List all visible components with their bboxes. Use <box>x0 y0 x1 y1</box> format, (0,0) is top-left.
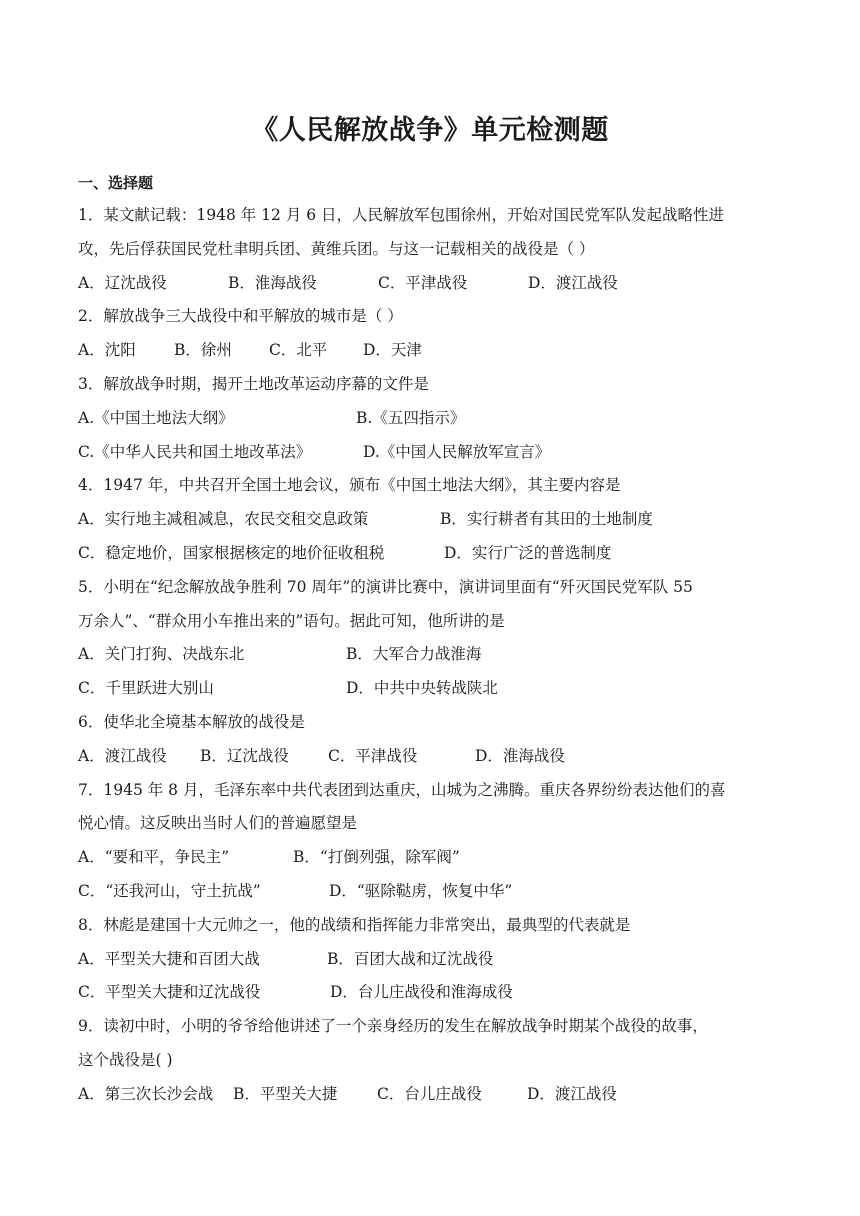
question-stem: 1．某文献记载：1948 年 12 月 6 日，人民解放军包围徐州，开始对国民党军队发起战略性进 <box>78 206 725 224</box>
question-stem: 7．1945 年 8 月，毛泽东率中共代表团到达重庆，山城为之沸腾。重庆各界纷纷表达他们的喜 <box>78 780 726 799</box>
option-row <box>78 740 790 774</box>
answer-option[interactable]: B．“打倒列强，除军阀” <box>293 848 460 867</box>
option-row <box>78 841 790 875</box>
answer-option[interactable]: C．平津战役 <box>378 273 468 292</box>
answer-option[interactable]: C．平型关大捷和辽沈战役 <box>78 983 261 1002</box>
answer-option[interactable]: C.《中华人民共和国土地改革法》 <box>78 442 312 461</box>
answer-option[interactable]: A．渡江战役 <box>78 746 167 765</box>
question-stem: 6．使华北全境基本解放的战役是 <box>78 712 305 731</box>
answer-option[interactable]: A．平型关大捷和百团大战 <box>78 949 260 968</box>
option-row <box>78 436 790 470</box>
answer-option[interactable]: C．平津战役 <box>328 746 418 765</box>
question-stem: 3．解放战争时期，揭开土地改革运动序幕的文件是 <box>78 374 429 393</box>
answer-option[interactable]: B．百团大战和辽沈战役 <box>327 949 494 968</box>
answer-option[interactable]: B．淮海战役 <box>228 273 317 292</box>
question-stem: 2．解放战争三大战役中和平解放的城市是（ ） <box>78 307 403 326</box>
option-row <box>78 334 790 368</box>
question-stem-continued: 这个战役是( ) <box>78 1050 173 1069</box>
document-title: 《人民解放战争》单元检测题 <box>251 115 609 146</box>
answer-option[interactable]: A．关门打狗、决战东北 <box>78 645 245 664</box>
option-row <box>78 672 790 706</box>
answer-option[interactable]: B.《五四指示》 <box>356 408 466 427</box>
answer-option[interactable]: B．辽沈战役 <box>200 746 289 765</box>
answer-option[interactable]: B．徐州 <box>174 341 232 360</box>
answer-option[interactable]: B．实行耕者有其田的土地制度 <box>440 510 653 529</box>
question-stem-continued: 攻，先后俘获国民党杜聿明兵团、黄维兵团。与这一记载相关的战役是（ ） <box>78 239 595 258</box>
question-list <box>78 199 790 1112</box>
question-stem-continued: 万余人”、“群众用小车推出来的”语句。据此可知，他所讲的是 <box>78 611 505 630</box>
answer-option[interactable]: B．平型关大捷 <box>233 1084 338 1103</box>
answer-option[interactable]: D．中共中央转战陕北 <box>346 679 498 698</box>
option-row <box>78 537 790 571</box>
answer-option[interactable]: D．天津 <box>363 341 422 360</box>
answer-option[interactable]: C．稳定地价，国家根据核定的地价征收租税 <box>78 543 385 562</box>
answer-option[interactable]: D．淮海战役 <box>475 746 565 765</box>
answer-option[interactable]: D．台儿庄战役和淮海成役 <box>330 983 513 1002</box>
option-row <box>78 402 790 436</box>
answer-option[interactable]: A．实行地主减租减息，农民交租交息政策 <box>78 510 369 529</box>
question-stem: 4．1947 年，中共召开全国土地会议，颁布《中国土地法大纲》，其主要内容是 <box>78 476 621 495</box>
answer-option[interactable]: A．第三次长沙会战 <box>78 1084 214 1103</box>
question-stem: 8．林彪是建国十大元帅之一，他的战绩和指挥能力非常突出，最典型的代表就是 <box>78 915 631 934</box>
answer-option[interactable]: D．渡江战役 <box>527 1084 617 1103</box>
option-row <box>78 503 790 537</box>
answer-option[interactable]: A.《中国土地法大纲》 <box>78 408 234 427</box>
question-stem: 5．小明在“纪念解放战争胜利 70 周年”的演讲比赛中，演讲词里面有“歼灭国民党军队 55 <box>78 577 693 596</box>
answer-option[interactable]: A．沈阳 <box>78 341 136 360</box>
answer-option[interactable]: D．实行广泛的普选制度 <box>444 543 612 562</box>
answer-option[interactable]: D．“驱除鞑虏，恢复中华” <box>329 881 513 900</box>
answer-option[interactable]: A．“要和平，争民主” <box>78 848 230 867</box>
answer-option[interactable]: A．辽沈战役 <box>78 273 167 292</box>
option-row <box>78 1078 790 1112</box>
question-stem: 9．读初中时，小明的爷爷给他讲述了一个亲身经历的发生在解放战争时期某个战役的故事， <box>78 1017 708 1036</box>
answer-option[interactable]: D.《中国人民解放军宣言》 <box>363 442 551 461</box>
answer-option[interactable]: C．“还我河山，守土抗战” <box>78 881 261 900</box>
question-stem-continued: 悦心情。这反映出当时人们的普遍愿望是 <box>78 814 358 833</box>
option-row <box>78 638 790 672</box>
section-heading: 一、选择题 <box>78 174 154 192</box>
answer-option[interactable]: B．大军合力战淮海 <box>346 645 482 664</box>
answer-option[interactable]: C．千里跃进大别山 <box>78 679 214 698</box>
option-row <box>78 875 790 909</box>
answer-option[interactable]: C．台儿庄战役 <box>377 1084 482 1103</box>
answer-option[interactable]: C．北平 <box>269 341 328 360</box>
option-row <box>78 267 790 301</box>
option-row <box>78 943 790 977</box>
option-row <box>78 976 790 1010</box>
answer-option[interactable]: D．渡江战役 <box>528 273 618 292</box>
